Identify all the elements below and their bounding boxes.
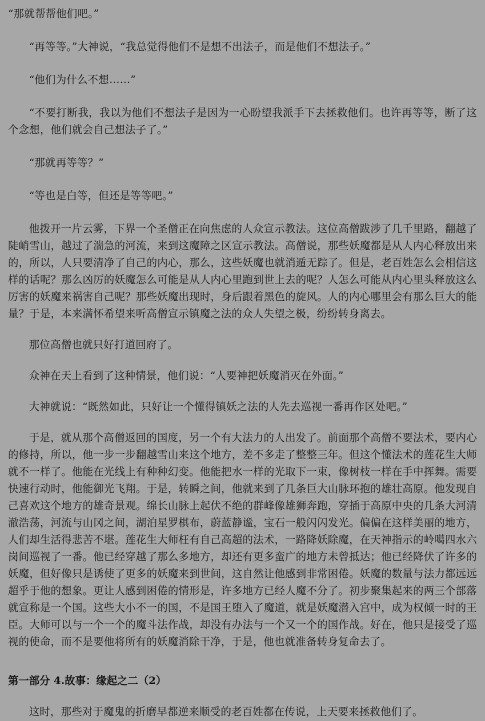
paragraph-8: 那位高僧也就只好打道回府了。 (29, 339, 179, 351)
paragraph-11: 于是，就从那个高僧返回的国度，另一个有大法力的人出发了。前面那个高僧不要法术，要内心的修持，所以，他一步一步翻越雪山来这个地方，差不多走了整整三年。但这个懂法术的莲花生大师就不一样了。他能在光线上有种种幻变。他能把水一样的光取下一束，像树枝一样在手中挥舞。需要快速行动时，他能御光飞翔。于是，转瞬之间，他就来到了几条巨大山脉环抱的雄壮高原。他发现自己喜欢这个地方的雄奇景观。绵长山脉上起伏不绝的群峰像雄狮奔跑，穿插于高原中央的几条大河清澈浩荡，河流与山冈之间，湖泊星罗棋布，蔚蓝静谧，宝石一般闪闪发光。偏偏在这样美丽的地方，人们却生活得悲苦不堪。莲花生大师枉有自己高超的法术，一路降妖除魔，在天神指示的岭噶四水六岗间巡视了一番。他已经穿越了那么多地方，却还有更多蛮广的地方未曾抵达；他已经降伏了许多的妖魔，但好像只是诱使了更多的妖魔来到世间，这自然让他感到非常困倦。妖魔的数量与法力都远远超乎于他的想象。更让人感到困倦的情形是，许多地方已经人魔不分了。初步聚集起来的两三个部落就宣称是一个国。这些大小不一的国，不是国王堕入了魔道，就是妖魔潜入宫中，成为权倾一时的王臣。大师可以与一个一个的魔斗法作战，却没有办法与一个又一个的国作战。好在，他只是接受了巡视的使命，而不是要他将所有的妖魔消除干净，于是，他也就准备转身复命去了。 (8, 432, 477, 648)
paragraph-last: 这时，那些对于魔鬼的折磨早都逆来顺受的老百姓都在传说，上天要来拯救他们了。 (29, 706, 424, 718)
paragraph-10: 大神就说：“既然如此，只好让一个懂得镇妖之法的人先去巡视一番再作区处吧。” (29, 401, 408, 413)
paragraph-6: “等也是白等，但还是等等吧。” (29, 190, 174, 202)
paragraph-7: 他拨开一片云雾，下界一个圣僧正在向焦虑的人众宣示教法。这位高僧跋涉了几千里路，翻越了陡峭雪山，越过了湍急的河流，来到这魔障之区宣示教法。高僧说，那些妖魔都是从人内心释放出来的，所以，人只要清净了自己的内心，那么，这些妖魔也就消遁无踪了。但是，老百姓怎么会相信这样的话呢？那么凶厉的妖魔怎么可能是从人内心里跑到世上去的呢？人怎么可能从内心里头释放这么厉害的妖魔来祸害自己呢？那些妖魔出现时，身后跟着黑色的旋风。人的内心哪里会有那么巨大的能量？于是，本来满怀希望来听高僧宣示镇魔之法的众人失望之极，纷纷转身离去。 (8, 223, 477, 320)
paragraph-4: “不要打断我，我以为他们不想法子是因为一心盼望我派手下去拯救他们。也许再等等，断了这个念想，他们就会自己想法子了。” (8, 107, 477, 136)
section-heading: 第一部分 4.故事：缘起之二（2） (8, 675, 167, 687)
paragraph-5: “那就再等等？” (29, 157, 104, 169)
paragraph-1: “那就帮帮他们吧。” (8, 8, 99, 20)
paragraph-3: “他们为什么不想……” (29, 74, 136, 86)
paragraph-9: 众神在天上看到了这种情景，他们说：“人要神把妖魔消灭在外面。” (29, 370, 344, 382)
paragraph-2: “再等等。”大神说，“我总觉得他们不是想不出法子，而是他们不想法子。” (29, 41, 371, 53)
